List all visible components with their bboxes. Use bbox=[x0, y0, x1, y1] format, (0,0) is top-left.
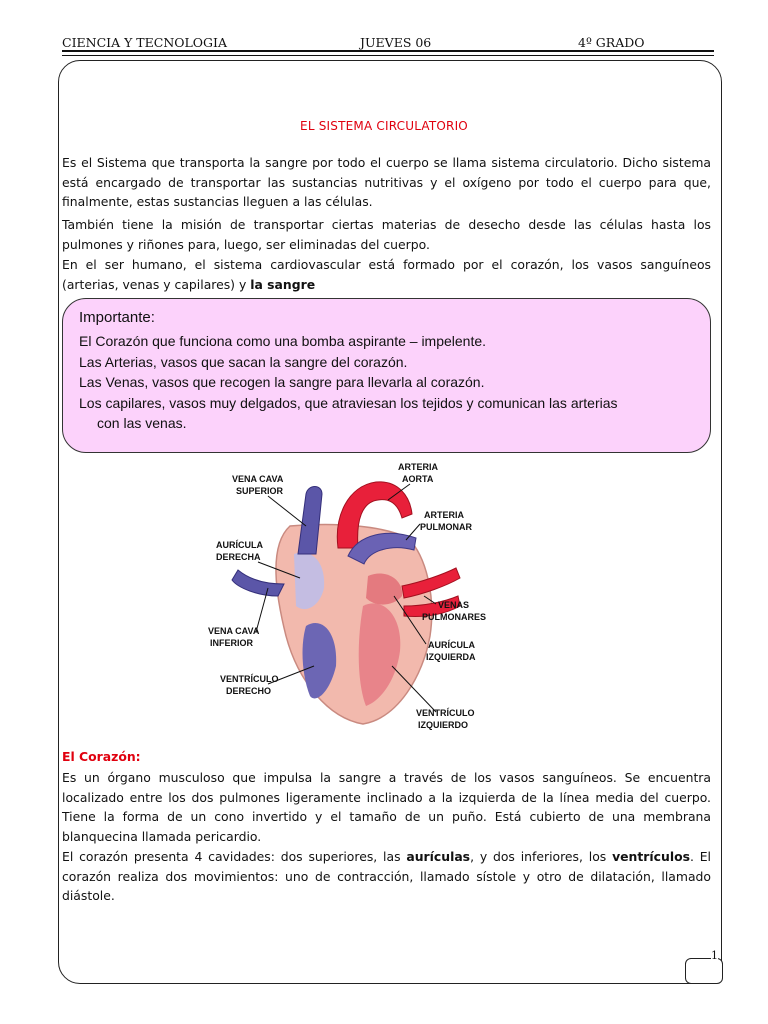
header-subject: CIENCIA Y TECNOLOGIA bbox=[62, 35, 228, 50]
important-box bbox=[62, 298, 711, 453]
header-rule-thin bbox=[62, 55, 714, 56]
label-arteria-pulm-2: PULMONAR bbox=[420, 522, 472, 532]
important-list bbox=[79, 331, 699, 434]
important-line-heart: El Corazón que funciona como una bomba aspirante – impelente. bbox=[79, 333, 487, 349]
important-title: Importante: bbox=[79, 309, 155, 326]
heart-paragraph-2 bbox=[62, 847, 711, 906]
page-title: EL SISTEMA CIRCULATORIO bbox=[300, 119, 468, 133]
heart-section-title: El Corazón: bbox=[62, 749, 141, 764]
intro-paragraph-2: También tiene la misión de transportar ciertas materias de desecho desde las células hasta los pulmones y riñones para, luego, ser eliminadas del cuerpo. bbox=[62, 217, 711, 252]
heart-paragraph-2-ventriculos: ventrículos bbox=[612, 849, 690, 864]
label-ventriculo-izq-2: IZQUIERDO bbox=[418, 720, 469, 730]
intro-paragraph-3 bbox=[62, 255, 711, 294]
label-venas-pulm-2: PULMONARES bbox=[422, 612, 487, 622]
heart-paragraph-2-e: . El corazón realiza dos movimientos: uno de contracción, llamado sístole y otro de dilatación, llamado diástole. bbox=[62, 849, 712, 903]
label-auricula-der-2: DERECHA bbox=[216, 552, 261, 562]
label-ventriculo-der-2: DERECHO bbox=[226, 686, 272, 696]
heart-paragraph-2-c: , y dos inferiores, los bbox=[470, 849, 613, 864]
header-day: JUEVES 06 bbox=[360, 35, 432, 50]
label-arteria-aorta-2: AORTA bbox=[402, 474, 434, 484]
heart-paragraph-1: Es un órgano musculoso que impulsa la sangre a través de los vasos sanguíneos. Se encuentra localizado entre los dos pulmones ligeramente inclinado a la izquierda de la línea media del cuerpo. Tiene la forma de un cono invertido y el tamaño de un puño. Está cubierto de una membrana blanquecina llamada pericardio. bbox=[62, 770, 711, 844]
label-vena-cava-sup-2: SUPERIOR bbox=[236, 486, 284, 496]
heart-paragraph-2-auriculas: aurículas bbox=[406, 849, 471, 864]
intro-paragraph-1: Es el Sistema que transporta la sangre por todo el cuerpo se llama sistema circulatorio. Dicho sistema está encargado de transportar las sustancias nutritivas y el oxígeno por todo el cuerpo para que, finalmente, estas sustancias lleguen a las células. bbox=[62, 155, 711, 209]
label-vena-cava-inf-1: VENA CAVA bbox=[208, 626, 260, 636]
label-vena-cava-sup-1: VENA CAVA bbox=[232, 474, 284, 484]
intro-paragraph-3-text: En el ser humano, el sistema cardiovascular está formado por el corazón, los vasos sanguíneos (arterias, venas y capilares) y bbox=[62, 257, 711, 292]
important-line-capillaries-cont: con las venas. bbox=[97, 415, 187, 431]
important-line-capillaries: Los capilares, vasos muy delgados, que atraviesan los tejidos y comunican las arterias bbox=[79, 394, 618, 411]
label-vena-cava-inf-2: INFERIOR bbox=[210, 638, 254, 648]
label-auricula-izq-2: IZQUIERDA bbox=[426, 652, 476, 662]
label-auricula-der-1: AURÍCULA bbox=[216, 540, 263, 550]
page-number-box bbox=[685, 949, 723, 984]
important-line-veins: Las Venas, vasos que recogen la sangre para llevarla al corazón. bbox=[79, 374, 485, 390]
important-line-arteries: Las Arterias, vasos que sacan la sangre del corazón. bbox=[79, 353, 408, 370]
label-arteria-aorta-1: ARTERIA bbox=[398, 462, 438, 472]
page-header bbox=[62, 32, 712, 52]
header-grade: 4º GRADO bbox=[578, 35, 645, 50]
header-rule-thick bbox=[62, 50, 714, 52]
label-auricula-izq-1: AURÍCULA bbox=[428, 640, 475, 650]
label-ventriculo-der-1: VENTRÍCULO bbox=[220, 674, 279, 684]
intro-paragraph-3-bold: la sangre bbox=[250, 276, 316, 292]
label-venas-pulm-1: VENAS bbox=[438, 600, 470, 610]
heart-paragraph-2-a: El corazón presenta 4 cavidades: dos superiores, las bbox=[62, 849, 407, 864]
label-arteria-pulm-1: ARTERIA bbox=[424, 510, 464, 520]
heart-diagram bbox=[198, 456, 498, 732]
label-ventriculo-izq-1: VENTRÍCULO bbox=[416, 708, 475, 718]
page-number: 1 bbox=[711, 949, 718, 962]
